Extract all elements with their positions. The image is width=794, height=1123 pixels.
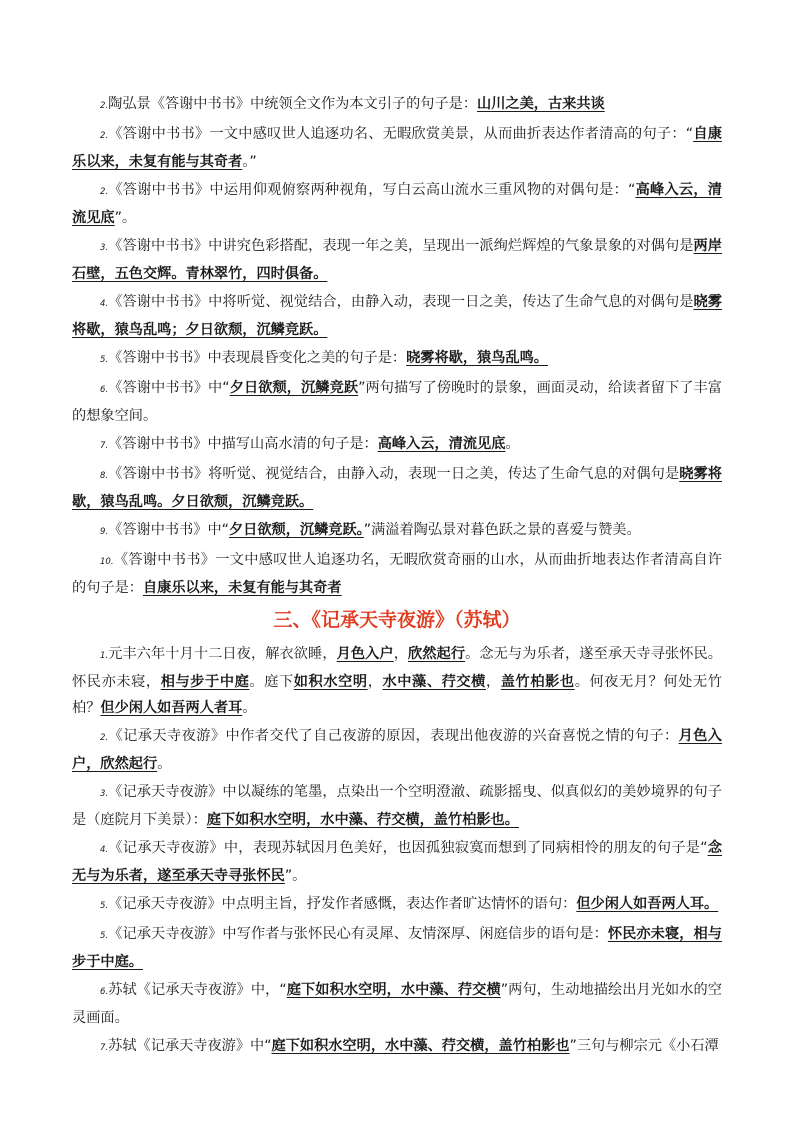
question-number: 10. <box>100 557 114 567</box>
question-item <box>72 345 722 373</box>
question-text: 《记承天寺夜游》中点明主旨，抒发作者感慨，表达作者旷达情怀的语句： <box>108 896 577 912</box>
question-item <box>72 91 722 119</box>
question-number: 5. <box>100 931 109 941</box>
answer-text: 自康乐以来，未复有能与其奇者 <box>72 126 722 170</box>
answer-text: 月色入户，欣然起行 <box>72 728 722 772</box>
answer-text: 相与步于中庭 <box>160 674 250 690</box>
answer-text: 庭下如积水空明，水中藻、荇交横，盖竹柏影也 <box>271 1038 570 1054</box>
answer-text: 高峰入云，清流见底 <box>72 182 722 226</box>
answer-text: 但少闲人如吾两人者耳 <box>100 700 243 716</box>
question-text: 《答谢中书书》中描写山高水清的句子是： <box>108 436 378 452</box>
question-text: ， <box>393 646 408 662</box>
question-text: ”。 <box>114 210 137 226</box>
question-list-jichengtiansiyeyou <box>72 641 722 1061</box>
question-text: 《答谢中书书》中“ <box>108 522 229 538</box>
question-text: 《答谢中书书》将听觉、视觉结合，由静入动，表现一日之美，传达了生命气息的对偶句是 <box>108 466 680 482</box>
question-item <box>72 517 722 545</box>
question-item <box>72 835 722 889</box>
question-text: 。 <box>505 436 520 452</box>
answer-text: 山川之美，古来共谈 <box>477 96 605 112</box>
question-text: ”。 <box>284 868 307 884</box>
question-number: 2. <box>100 187 109 197</box>
answer-text: 庭下如积水空明，水中藻、荇交横，盖竹柏影也。 <box>206 812 519 828</box>
question-text: ， <box>485 674 501 690</box>
answer-text: 晓雾将歇，猿鸟乱鸣；夕日欲颓，沉鳞竞跃。 <box>72 294 722 338</box>
answer-text: 欣然起行 <box>408 646 466 662</box>
question-item <box>72 177 722 231</box>
question-text: 。念无与为乐者，遂至承天寺寻张怀民。怀民亦未寝， <box>72 646 722 690</box>
answer-text: 两岸石壁，五色交辉。青林翠竹，四时俱备。 <box>72 238 722 282</box>
question-number: 5. <box>100 355 109 365</box>
question-text: 《记承天寺夜游》中，表现苏轼因月色美好，也因孤独寂寞而想到了同病相怜的朋友的句子是“ <box>108 840 708 856</box>
answer-text: 但少闲人如吾两人耳。 <box>576 896 719 912</box>
question-text: 《记承天寺夜游》中以凝练的笔墨，点染出一个空明澄澈、疏影摇曳、似真似幻的美妙境界的句子是（庭院月下美景）： <box>72 784 722 828</box>
question-text: 。” <box>242 154 257 170</box>
answer-text: 怀民亦未寝，相与步于中庭。 <box>72 926 722 970</box>
question-item <box>72 461 722 515</box>
answer-text: 晓雾将歇，猿鸟乱鸣。 <box>406 350 548 366</box>
question-number: 6. <box>100 987 109 997</box>
answer-text: 月色入户 <box>336 646 394 662</box>
question-item <box>72 375 722 429</box>
question-number: 5. <box>100 901 109 911</box>
question-text: 。 <box>242 700 257 716</box>
question-item <box>72 779 722 833</box>
question-number: 8. <box>100 471 109 481</box>
question-number: 6. <box>100 385 109 395</box>
question-text: 《答谢中书书》一文中感叹世人追逐功名，无暇欣赏奇丽的山水，从而曲折地表达作者清高自许的句子是： <box>72 552 722 596</box>
answer-text: 念无与为乐者，遂至承天寺寻张怀民 <box>72 840 722 884</box>
question-text: 元丰六年十月十二日夜，解衣欲睡， <box>108 646 337 662</box>
question-item <box>72 547 722 601</box>
question-text: 苏轼《记承天寺夜游》中，“ <box>108 982 287 998</box>
question-text: 《记承天寺夜游》中写作者与张怀民心有灵犀、友情深厚、闲庭信步的语句是： <box>108 926 608 942</box>
question-number: 2. <box>100 131 109 141</box>
question-number: 9. <box>100 527 109 537</box>
question-number: 2. <box>100 733 109 743</box>
question-item <box>72 723 722 777</box>
question-item <box>72 641 722 721</box>
section-heading: 三、《记承天寺夜游》（苏轼） <box>273 609 521 631</box>
question-item <box>72 891 722 919</box>
answer-text: 水中藻、荇交横 <box>382 674 486 690</box>
question-text: 苏轼《记承天寺夜游》中“ <box>108 1038 272 1054</box>
question-item <box>72 921 722 975</box>
answer-text: 庭下如积水空明，水中藻、荇交横 <box>286 982 501 998</box>
question-text: ”满溢着陶弘景对暮色跃之景的喜爱与赞美。 <box>363 522 641 538</box>
question-text: 陶弘景《答谢中书书》中统领全文作为本文引子的句子是： <box>108 96 478 112</box>
question-text: 。何夜无月？何处无竹柏？ <box>72 674 722 716</box>
question-number: 3. <box>100 243 109 253</box>
question-text: 。 <box>157 756 172 772</box>
question-text: 《答谢中书书》中“ <box>108 380 230 396</box>
question-text: 《答谢中书书》一文中感叹世人追逐功名、无暇欣赏美景，从而曲折表达作者清高的句子：“ <box>108 126 694 142</box>
question-text: ”两句描写了傍晚时的景象，画面灵动，给读者留下了丰富的想象空间。 <box>72 380 722 424</box>
answer-text: 高峰入云，清流见底 <box>377 436 506 452</box>
question-text: 《记承天寺夜游》中作者交代了自己夜游的原因，表现出他夜游的兴奋喜悦之情的句子： <box>108 728 679 744</box>
answer-text: 自康乐以来，未复有能与其奇者 <box>142 580 342 596</box>
question-number: 3. <box>100 789 109 799</box>
question-text: ”两句，生动地描绘出月光如水的空灵画面。 <box>72 982 722 1026</box>
answer-text: 盖竹柏影也 <box>500 674 575 690</box>
question-number: 1. <box>100 651 109 661</box>
answer-text: 夕日欲颓，沉鳞竞跃 <box>229 380 359 396</box>
answer-text: 夕日欲颓，沉鳞竞跃。 <box>228 522 364 538</box>
question-text: ， <box>367 674 383 690</box>
question-number: 2. <box>100 101 109 111</box>
question-number: 7. <box>100 441 109 451</box>
question-text: 《答谢中书书》中表现晨昏变化之美的句子是： <box>108 350 407 366</box>
question-text: 《答谢中书书》中讲究色彩搭配，表现一年之美，呈现出一派绚烂辉煌的气象景象的对偶句是 <box>108 238 694 254</box>
question-text: 《答谢中书书》中将听觉、视觉结合，由静入动，表现一日之美，传达了生命气息的对偶句是 <box>108 294 694 310</box>
question-number: 7. <box>100 1043 109 1053</box>
question-item <box>72 977 722 1031</box>
question-text: 。庭下 <box>249 674 294 690</box>
question-text: ”三句与柳宗元《小石潭 <box>569 1038 719 1054</box>
document-page <box>72 91 722 1063</box>
question-item <box>72 431 722 459</box>
question-item <box>72 1033 722 1061</box>
answer-text: 如积水空明 <box>293 674 368 690</box>
question-number: 4. <box>100 845 109 855</box>
answer-text: 晓雾将歇，猿鸟乱鸣。夕日欲颓，沉鳞竞跃。 <box>72 466 722 510</box>
question-item <box>72 121 722 175</box>
question-text: 《答谢中书书》中运用仰观俯察两种视角，写白云高山流水三重风物的对偶句是：“ <box>108 182 636 198</box>
question-list-dajiezhongshushu <box>72 91 722 601</box>
question-item <box>72 233 722 287</box>
question-item <box>72 289 722 343</box>
question-number: 4. <box>100 299 109 309</box>
